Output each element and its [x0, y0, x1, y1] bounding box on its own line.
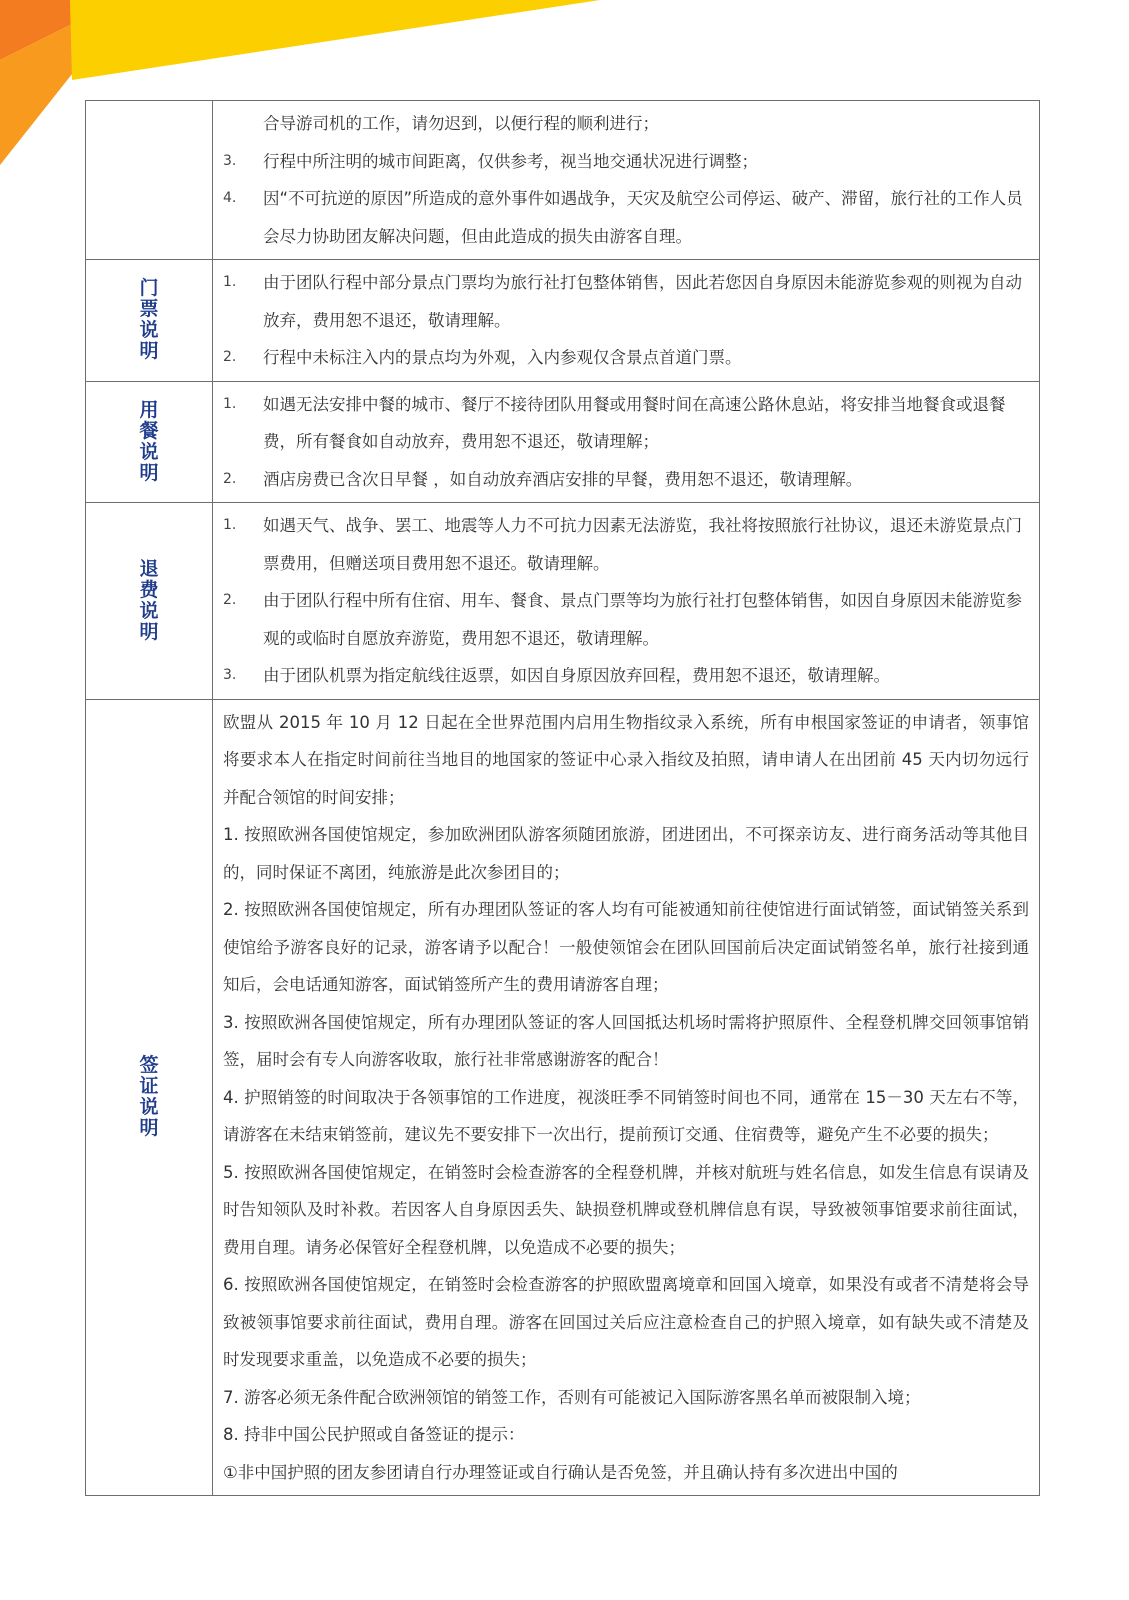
row-label-cell	[86, 101, 213, 260]
item-number: 1.	[223, 517, 237, 533]
row-label-meals: 用餐说明	[139, 398, 159, 484]
item-number: 3.	[223, 667, 237, 683]
table-row	[86, 101, 1040, 260]
row-label-refunds: 退费说明	[139, 557, 159, 643]
list-item	[223, 461, 1029, 499]
visa-paragraph: 欧盟从 2015 年 10 月 12 日起在全世界范围内启用生物指纹录入系统，所有申根国家签证的申请者，领事馆将要求本人在指定时间前往当地目的地国家的签证中心录入指纹及拍照，请申请人在出团前 45 天内切勿远行并配合领馆的时间安排；	[223, 712, 1029, 807]
item-number: 1.	[223, 395, 237, 412]
item-number: 2.	[223, 470, 237, 487]
item-text: 由于团队机票为指定航线往返票，如因自身原因放弃回程，费用恕不退还，敬请理解。	[263, 666, 890, 685]
row-content-cell	[213, 503, 1040, 700]
visa-paragraph: 4. 护照销签的时间取决于各领事馆的工作进度，视淡旺季不同销签时间也不同，通常在 15－30 天左右不等，请游客在未结束销签前，建议先不要安排下一次出行，提前预订交通、住宿费等，避免产生不必要的损失；	[223, 1087, 1029, 1144]
item-number	[223, 105, 263, 143]
item-text: 行程中未标注入内的景点均为外观，入内参观仅含景点首道门票。	[263, 348, 742, 367]
item-number: 2.	[223, 592, 237, 608]
row-label-cell	[86, 381, 213, 503]
item-text: 行程中所注明的城市间距离，仅供参考，视当地交通状况进行调整；	[263, 151, 758, 171]
table-row	[86, 699, 1040, 1496]
list-item	[223, 339, 1029, 377]
item-number: 4.	[223, 190, 237, 206]
list-item	[223, 582, 1029, 657]
item-text: 如遇无法安排中餐的城市、餐厅不接待团队用餐或用餐时间在高速公路休息站，将安排当地餐食或退餐费，所有餐食如自动放弃，费用恕不退还，敬请理解；	[263, 394, 1006, 451]
visa-paragraph: 8. 持非中国公民护照或自备签证的提示：	[223, 1425, 525, 1444]
visa-paragraph: ①非中国护照的团友参团请自行办理签证或自行确认是否免签，并且确认持有多次进出中国的	[223, 1462, 898, 1482]
item-text: 合导游司机的工作，请勿迟到，以便行程的顺利进行；	[263, 114, 659, 133]
item-number: 3.	[223, 152, 237, 169]
notes-table	[85, 100, 1040, 1496]
visa-paragraph: 2. 按照欧洲各国使馆规定，所有办理团队签证的客人均有可能被通知前往使馆进行面试销签，面试销签关系到使馆给予游客良好的记录，游客请予以配合！一般使领馆会在团队回国前后决定面试销签名单，旅行社接到通知后，会电话通知游客，面试销签所产生的费用请游客自理；	[223, 900, 1029, 994]
table-row	[86, 260, 1040, 382]
row-label-visa: 签证说明	[139, 1054, 159, 1140]
item-number: 1.	[223, 274, 237, 290]
item-text: 由于团队行程中部分景点门票均为旅行社打包整体销售，因此若您因自身原因未能游览参观的则视为自动放弃，费用恕不退还，敬请理解。	[263, 273, 1022, 330]
row-label-cell	[86, 260, 213, 382]
row-content-cell	[213, 260, 1040, 382]
row-label-cell	[86, 699, 213, 1496]
row-label-tickets: 门票说明	[139, 277, 159, 363]
list-item	[223, 657, 1029, 695]
row-content-cell	[213, 381, 1040, 503]
list-item	[223, 143, 1029, 181]
table-row	[86, 381, 1040, 503]
item-text: 如遇天气、战争、罢工、地震等人力不可抗力因素无法游览，我社将按照旅行社协议，退还未游览景点门票费用，但赠送项目费用恕不退还。敬请理解。	[263, 516, 1022, 573]
visa-paragraph: 1. 按照欧洲各国使馆规定，参加欧洲团队游客须随团旅游，团进团出，不可探亲访友、进行商务活动等其他目的，同时保证不离团，纯旅游是此次参团目的；	[223, 825, 1029, 882]
visa-paragraph: 6. 按照欧洲各国使馆规定，在销签时会检查游客的护照欧盟离境章和回国入境章，如果没有或者不清楚将会导致被领事馆要求前往面试，费用自理。游客在回国过关后应注意检查自己的护照入境章，如有缺失或不清楚及时发现要求重盖，以免造成不必要的损失；	[223, 1275, 1029, 1369]
list-item	[223, 264, 1029, 339]
visa-paragraph: 3. 按照欧洲各国使馆规定，所有办理团队签证的客人回国抵达机场时需将护照原件、全程登机牌交回领事馆销签，届时会有专人向游客收取，旅行社非常感谢游客的配合！	[223, 1012, 1029, 1069]
list-item	[223, 386, 1029, 461]
visa-paragraph: 5. 按照欧洲各国使馆规定，在销签时会检查游客的全程登机牌，并核对航班与姓名信息，如发生信息有误请及时告知领队及时补救。若因客人自身原因丢失、缺损登机牌或登机牌信息有误，导致被领事馆要求前往面试，费用自理。请务必保管好全程登机牌，以免造成不必要的损失；	[223, 1162, 1029, 1257]
list-item	[223, 180, 1029, 255]
visa-paragraph: 7. 游客必须无条件配合欧洲领馆的销签工作，否则有可能被记入国际游客黑名单而被限制入境；	[223, 1387, 921, 1407]
list-item	[223, 507, 1029, 582]
row-content-cell	[213, 699, 1040, 1496]
item-text: 由于团队行程中所有住宿、用车、餐食、景点门票等均为旅行社打包整体销售，如因自身原因未能游览参观的或临时自愿放弃游览，费用恕不退还，敬请理解。	[263, 591, 1022, 648]
row-content-cell	[213, 101, 1040, 260]
list-item	[223, 105, 1029, 143]
item-text: 因“不可抗逆的原因”所造成的意外事件如遇战争，天灾及航空公司停运、破产、滞留，旅行社的工作人员会尽力协助团友解决问题，但由此造成的损失由游客自理。	[263, 189, 1023, 246]
table-row	[86, 503, 1040, 700]
row-label-cell	[86, 503, 213, 700]
item-number: 2.	[223, 349, 237, 365]
item-text: 酒店房费已含次日早餐 ，如自动放弃酒店安排的早餐，费用恕不退还，敬请理解。	[263, 469, 863, 489]
